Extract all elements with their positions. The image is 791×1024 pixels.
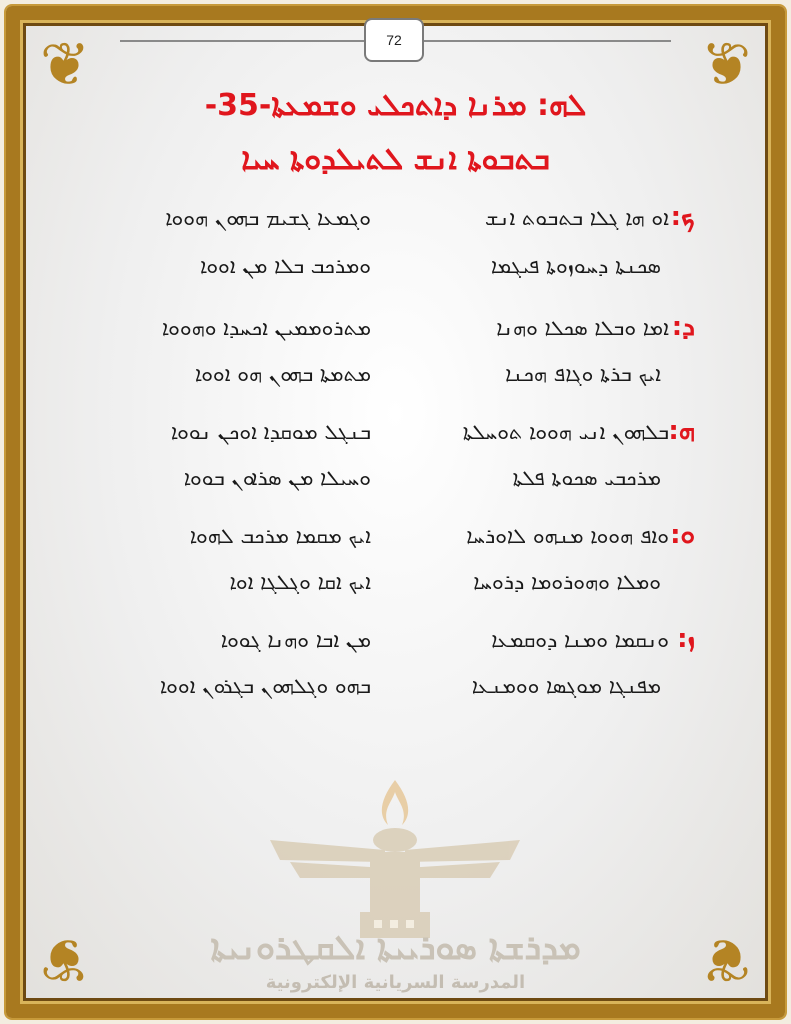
footer-school-name-arabic: المدرسة السريانية الإلكترونية (265, 972, 526, 993)
verse-line: ܘܢܩܡܐ ܘܡܢܐ ܕܘܩܡܥܐ (491, 628, 669, 652)
verse-line: ܡܬܡܬܐ ܒܗܘܢ ܗܘ ܐܘܘܐ (194, 362, 371, 386)
verse-line: ܒܠܗܘܢ ܐܢܝ ܗܘܘܐ ܬܘܚܠܬܐ (462, 420, 669, 444)
verse-line: ܣܟܢܬܐ ܕܚܘܙܘܬܐ ܦܝܓܡܐ (490, 254, 661, 278)
verse-marker: ܟ: (670, 202, 695, 232)
ornament-corner-icon: ❦ (39, 30, 91, 100)
verse-line: ܘܡܪܟܒ ܒܠܐ ܡܢ ܐܘܘܐ (200, 254, 371, 278)
verse-marker: ܙ: (677, 624, 695, 654)
verse-line: ܒܢܓܠ ܡܘܩܕܐ ܐܘܟܢ ܢܘܘܐ (170, 420, 371, 444)
verse-line: ܘܓܡܥܐ ܓܫܝܡ ܒܗܘܢ ܗܘܘܐ (165, 206, 371, 230)
ornament-corner-icon: ❦ (700, 924, 752, 994)
verse-marker: ܘ: (670, 520, 695, 550)
verse-marker: ܗ: (668, 416, 695, 446)
ornament-corner-icon: ❦ (39, 924, 91, 994)
winged-emblem-watermark-icon (260, 770, 530, 940)
verse-line: ܘܐܦ ܗܘܘܐ ܡܢܗܘ ܠܐܘܪܚܐ (466, 524, 669, 548)
verse-line: ܒܗܘ ܘܓܠܗܘܢ ܒܓܪܘܢ ܐܘܘܐ (159, 674, 371, 698)
verse-line: ܐܘ ܗܐ ܓܠܐ ܒܬܒܘܬ ܐܢܫ (485, 206, 669, 230)
verse-line: ܡܪܟܒܝ ܣܟܘܬܐ ܦܠܬܐ (512, 466, 661, 490)
verse-line: ܘܡܠܐ ܘܗܘܪܘܡܐ ܕܪܘܚܐ (473, 570, 661, 594)
verse-line: ܐܝܟ ܒܪܬܐ ܘܓܐܦ ܗܟܢܐ (505, 362, 661, 386)
page-number: 72 (364, 18, 424, 62)
verse-line: ܐܡܐ ܘܒܠܐ ܣܟܠܐ ܘܗܢܐ (496, 316, 669, 340)
verse-marker: ܕ: (671, 312, 695, 342)
page-title: ܠܗ: ܡܪܢܐ ܕܐܬܟܠܝ ܘܫܡܥܬܐ-35- (204, 88, 587, 123)
verse-line: ܡܢ ܐܒܐ ܘܗܢܐ ܓܘܘܐ (220, 628, 371, 652)
verse-line: ܡܦܢܓܐ ܡܘܓܣܐ ܘܘܡܢܥܐ (471, 674, 661, 698)
verse-line: ܘܚܝܠܐ ܡܢ ܣܪܐܘܢ ܒܘܘܐ (183, 466, 371, 490)
ornament-corner-icon: ❦ (700, 30, 752, 100)
footer-school-name-syriac: ܡܕܪܫܬܐ ܣܘܪܝܝܬܐ ܐܠܩܛܪܘܢܝܬܐ (210, 928, 581, 968)
page-subtitle: ܒܬܒܘܬܐ ܐܢܫ ܠܬܝܠܕܘܬܐ ܚܝܐ (241, 142, 550, 177)
verse-line: ܡܬܪܘܡܡܝܢ ܐܟܚܕܐ ܘܗܘܘܐ (161, 316, 371, 340)
verse-line: ܐܝܟ ܐܩܐ ܘܓܠܓܐ ܐܘܐ (229, 570, 371, 594)
verse-line: ܐܝܟ ܡܩܡܐ ܡܪܟܒ ܠܗܘܐ (189, 524, 371, 548)
